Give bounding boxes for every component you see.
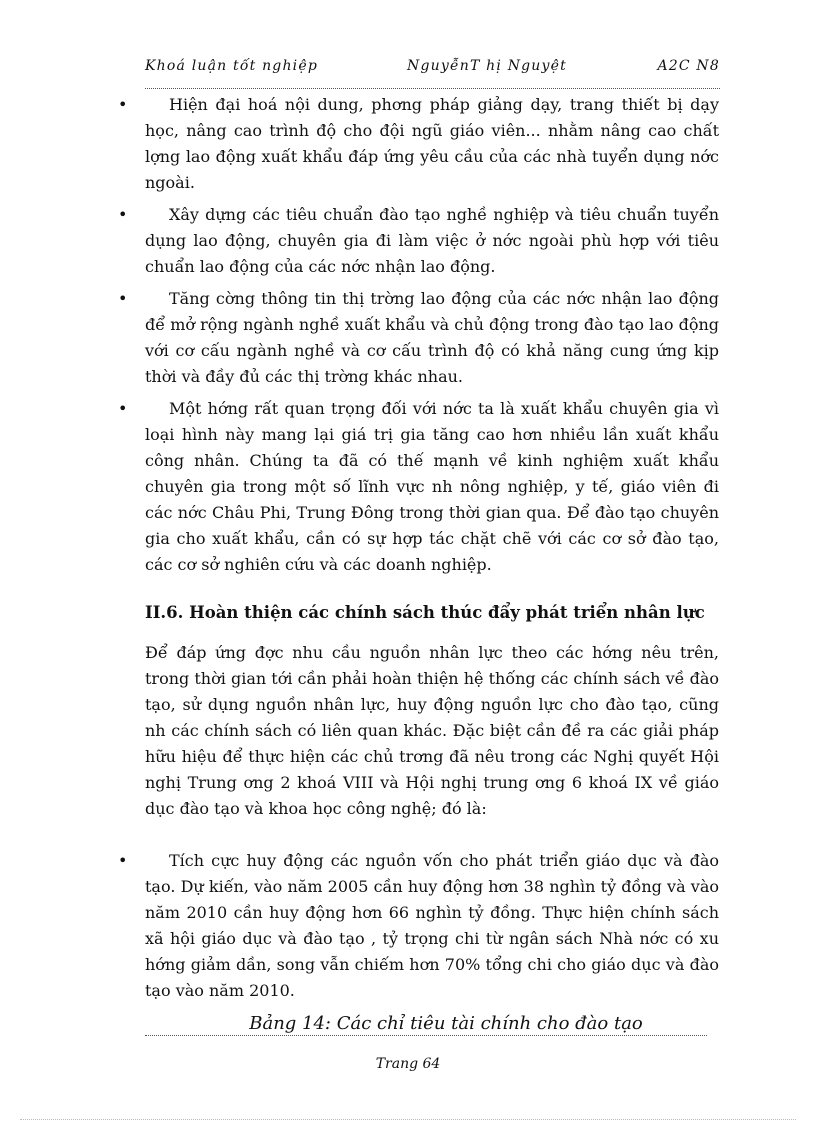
footer-divider	[145, 1035, 707, 1036]
page-body	[118, 92, 719, 1038]
bullet-text: Tích cực huy động các nguồn vốn cho phát triển giáo dục và đào tạo. Dự kiến, vào năm 2005 cần huy động hơn 38 nghìn tỷ đồng và vào năm 2010 cần huy động hơn 66 nghìn tỷ đồng. Thực hiện chính sách xã hội giáo dục và đào tạo , tỷ trọng chi từ ngân sách Nhà nớc có xu hớng giảm dần, song vẫn chiếm hơn 70% tổng chi cho giáo dục và đào tạo vào năm 2010.	[145, 851, 719, 1000]
header-class: A2C N8	[657, 58, 720, 74]
bullet-item	[118, 202, 719, 280]
header-divider	[145, 88, 720, 89]
bullet-item	[118, 92, 719, 196]
section-paragraph: Để đáp ứng đợc nhu cầu nguồn nhân lực theo các hớng nêu trên, trong thời gian tới cần phải hoàn thiện hệ thống các chính sách về đào tạo, sử dụng nguồn nhân lực, huy động nguồn lực cho đào tạo, cũng nh các chính sách có liên quan khác. Đặc biệt cần đề ra các giải pháp hữu hiệu để thực hiện các chủ trơng đã nêu trong các Nghị quyết Hội nghị Trung ơng 2 khoá VIII và Hội nghị trung ơng 6 khoá IX về giáo dục đào tạo và khoa học công nghệ; đó là:	[145, 643, 719, 818]
bullet-item	[118, 286, 719, 390]
bullet-item	[118, 396, 719, 578]
bullet-icon: •	[118, 289, 128, 308]
bullet-icon: •	[118, 95, 128, 114]
page-number: Trang 64	[375, 1056, 441, 1072]
section-heading: II.6. Hoàn thiện các chính sách thúc đẩy phát triển nhân lực	[145, 603, 705, 622]
bullet-text: Xây dựng các tiêu chuẩn đào tạo nghề nghiệp và tiêu chuẩn tuyển dụng lao động, chuyên gia đi làm việc ở nớc ngoài phù hợp với tiêu chuẩn lao động của các nớc nhận lao động.	[145, 205, 719, 276]
bullet-icon: •	[118, 399, 128, 418]
header-document-type: Khoá luận tốt nghiệp	[145, 58, 318, 74]
page-edge-divider	[20, 1119, 796, 1120]
bullet-text: Tăng cờng thông tin thị trờng lao động của các nớc nhận lao động để mở rộng ngành nghề xuất khẩu và chủ động trong đào tạo lao động với cơ cấu ngành nghề và cơ cấu trình độ có khả năng cung ứng kịp thời và đầy đủ các thị trờng khác nhau.	[145, 289, 719, 386]
bullet-icon: •	[118, 205, 128, 224]
bullet-text: Hiện đại hoá nội dung, phơng pháp giảng dạy, trang thiết bị dạy học, nâng cao trình độ cho đội ngũ giáo viên... nhằm nâng cao chất lợng lao động xuất khẩu đáp ứng yêu cầu của các nhà tuyển dụng nớc ngoài.	[145, 95, 719, 192]
bullet-text: Một hớng rất quan trọng đối với nớc ta là xuất khẩu chuyên gia vì loại hình này mang lại giá trị gia tăng cao hơn nhiều lần xuất khẩu công nhân. Chúng ta đã có thế mạnh về kinh nghiệm xuất khẩu chuyên gia trong một số lĩnh vực nh nông nghiệp, y tế, giáo viên đi các nớc Châu Phi, Trung Đông trong thời gian qua. Để đào tạo chuyên gia cho xuất khẩu, cần có sự hợp tác chặt chẽ với các cơ sở đào tạo, các cơ sở nghiên cứu và các doanh nghiệp.	[145, 399, 719, 574]
header-author: NguyễnT hị Nguyệt	[407, 58, 567, 74]
table-caption: Bảng 14: Các chỉ tiêu tài chính cho đào tạo	[249, 1013, 643, 1034]
bullet-item	[118, 848, 719, 1004]
page-header	[145, 58, 720, 80]
bullet-icon: •	[118, 851, 128, 870]
